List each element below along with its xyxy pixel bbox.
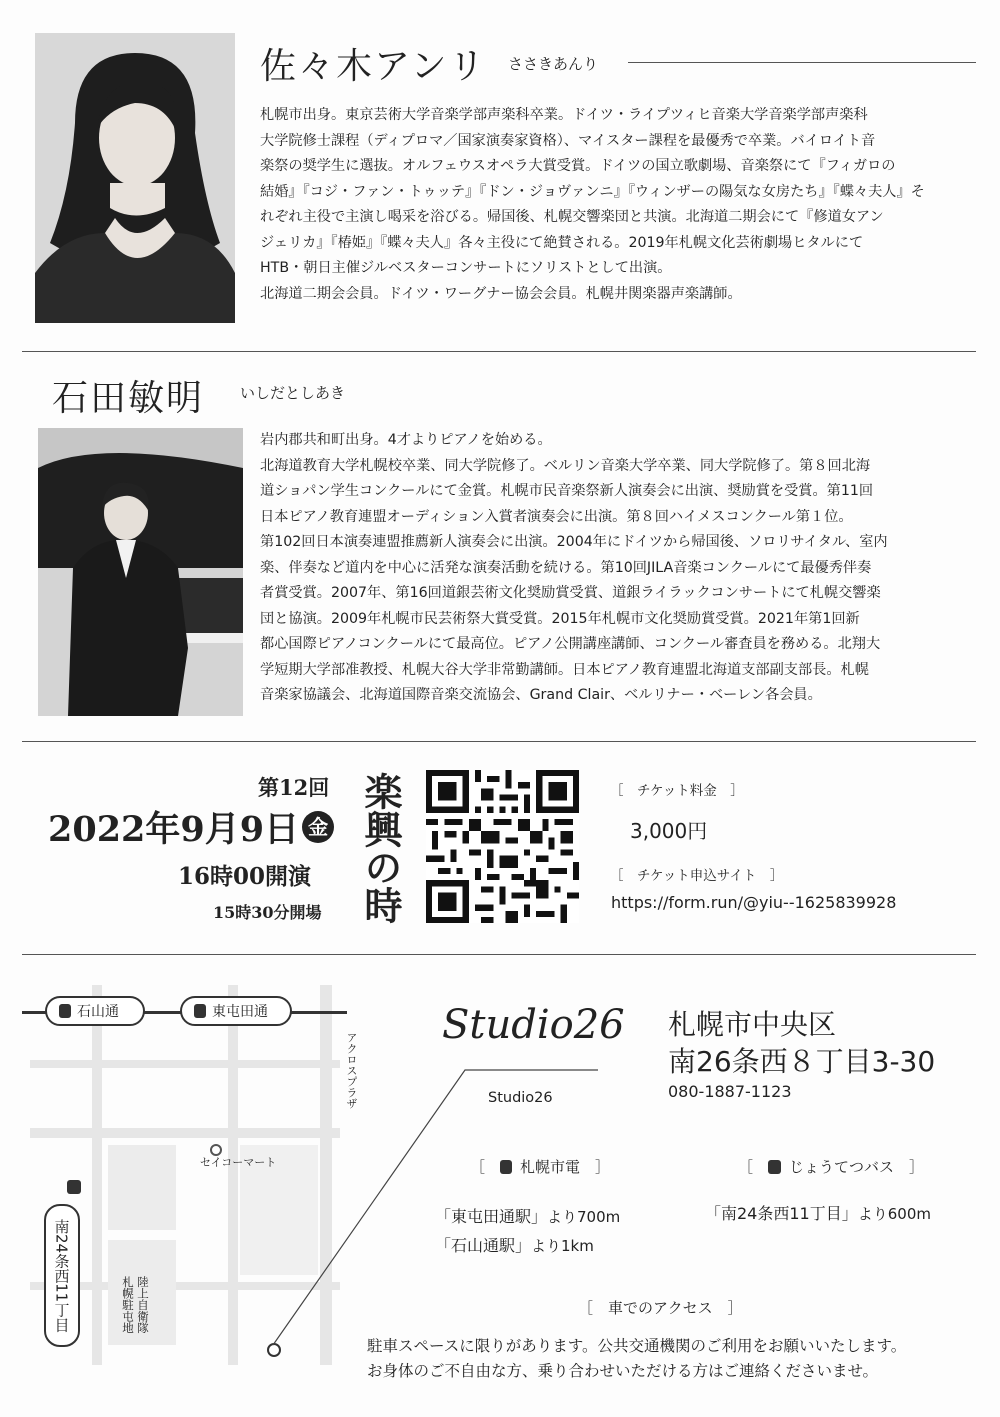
photo-anri-sasaki <box>35 33 235 323</box>
map-label-seicomart: セイコーマート <box>200 1156 277 1169</box>
photo-toshiaki-ishida <box>38 428 243 716</box>
tram-access-1: 「東屯田通駅」より700m <box>435 1207 621 1226</box>
section-divider-1 <box>22 351 976 352</box>
weekday-badge: 金 <box>302 811 334 843</box>
bus-access-label: ［ じょうてつバス ］ <box>738 1158 925 1176</box>
event-start: 16時00開演 <box>178 863 312 890</box>
ticket-qr-code[interactable] <box>426 770 579 923</box>
car-access-note-1: 駐車スペースに限りがあります。公共交通機関のご利用をお願いいたします。 <box>367 1337 907 1355</box>
performer1-title-rule <box>628 62 976 63</box>
section-divider-3 <box>22 954 976 955</box>
map-label-sdf: 陸上自衛隊札幌駐屯地 <box>121 1276 150 1334</box>
performer1-bio: 札幌市出身。東京芸術大学音楽学部声楽科卒業。ドイツ・ライプツィヒ音楽大学音楽学部声楽科 大学院修士課程（ディプロマ／国家演奏家資格）、マイスター課程を最優秀で卒業。バイロイト音 楽祭の奨学生に選抜。オルフェウスオペラ大賞受賞。ドイツの国立歌劇場、音楽祭にて『フィガロの 結婚』『コジ・ファン・トゥッテ』『ドン・ジョヴァンニ』『ウィンザーの陽気な女房たち』『蝶々夫人』そ れぞれ主役で主演し喝采を浴びる。帰国後、札幌交響楽団と共演。北海道二期会にて『修道女アン ジェリカ』『椿姫』『蝶々夫人』各々主役にて絶賛される。2019年札幌文化芸術劇場ヒタルにて HTB・朝日主催ジルベスターコンサートにソリストとして出演。 北海道二期会会員。ドイツ・ワーグナー協会会員。札幌井関楽器声楽講師。 <box>260 107 925 302</box>
performer1-name: 佐々木アンリ <box>260 46 487 87</box>
event-title: 楽興の時 <box>358 772 403 924</box>
venue-phone: 080-1887-1123 <box>668 1082 792 1101</box>
venue-map-label: Studio26 <box>488 1090 553 1106</box>
car-access-label: ［ 車でのアクセス ］ <box>578 1299 743 1317</box>
tram-icon <box>194 1004 206 1018</box>
bus-icon <box>768 1160 781 1174</box>
ticket-price-label: ［ チケット料金 ］ <box>610 783 744 799</box>
bus-access: 「南24条西11丁目」より600m <box>705 1204 931 1223</box>
event-edition: 第12回 <box>258 775 330 800</box>
map-bus-stop-label: 南24条西11丁目 <box>44 1204 80 1347</box>
event-doors: 15時30分開場 <box>213 903 322 922</box>
section-divider-2 <box>22 741 976 742</box>
performer2-bio: 岩内郡共和町出身。4才よりピアノを始める。 北海道教育大学札幌校卒業、同大学院修了。ベルリン音楽大学卒業、同大学院修了。第８回北海 道ショパン学生コンクールにて金賞。札幌市民音楽祭新人演奏会に出演、奨励賞を受賞。第11回 日本ピアノ教育連盟オーディション入賞者演奏会に出演。第８回ハイメスコンクール第１位。 第102回日本演奏連盟推薦新人演奏会に出演。2004年にドイツから帰国後、ソロリサイタル、室内 楽、伴奏など道内を中心に活発な演奏活動を続ける。第10回JILA音楽コンクールにて最優秀伴奏 者賞受賞。2007年、第16回道銀芸術文化奨励賞受賞、道銀ライラックコンサートにて札幌交響楽 団と協演。2009年札幌市民芸術祭大賞受賞。2015年札幌市文化奨励賞受賞。2021年第1回新 都心国際ピアノコンクールにて最高位。ピアノ公開講座講師、コンクール審査員を務める。北翔大 学短期大学部准教授、札幌大谷大学非常勤講師。日本ピアノ教育連盟北海道支部副支部長。札幌 音楽家協議会、北海道国際音楽交流協会、Grand Clair、ベルリナー・ベーレン各会員。 <box>260 432 888 703</box>
map-label-acros: アクロスプラザ <box>345 1032 358 1109</box>
ticket-site-label: ［ チケット申込サイト ］ <box>610 868 784 884</box>
car-access-note-2: お身体のご不自由な方、乗り合わせいただける方はご連絡くださいませ。 <box>367 1362 879 1380</box>
venue-address-2: 南26条西８丁目3-30 <box>668 1045 936 1078</box>
event-date: 2022年9月9日 金 <box>48 802 334 852</box>
tram-access-label: ［ 札幌市電 ］ <box>470 1158 611 1176</box>
venue-logo: Studio26 <box>442 1002 625 1048</box>
venue-address-1: 札幌市中央区 <box>668 1008 837 1041</box>
performer2-name: 石田敏明 <box>52 378 205 419</box>
performer1-kana: ささきあんり <box>508 55 599 73</box>
station-higashi-tonden: 東屯田通 <box>180 996 292 1026</box>
station-ishiyama: 石山通 <box>45 996 145 1026</box>
performer2-kana: いしだとしあき <box>240 384 346 402</box>
tram-icon <box>500 1160 512 1174</box>
bus-stop-icon <box>67 1180 81 1194</box>
ticket-price: 3,000円 <box>630 819 708 843</box>
ticket-url-link[interactable]: https://form.run/@yiu--1625839928 <box>611 893 897 912</box>
tram-access-2: 「石山通駅」より1km <box>435 1236 594 1255</box>
tram-icon <box>59 1004 71 1018</box>
